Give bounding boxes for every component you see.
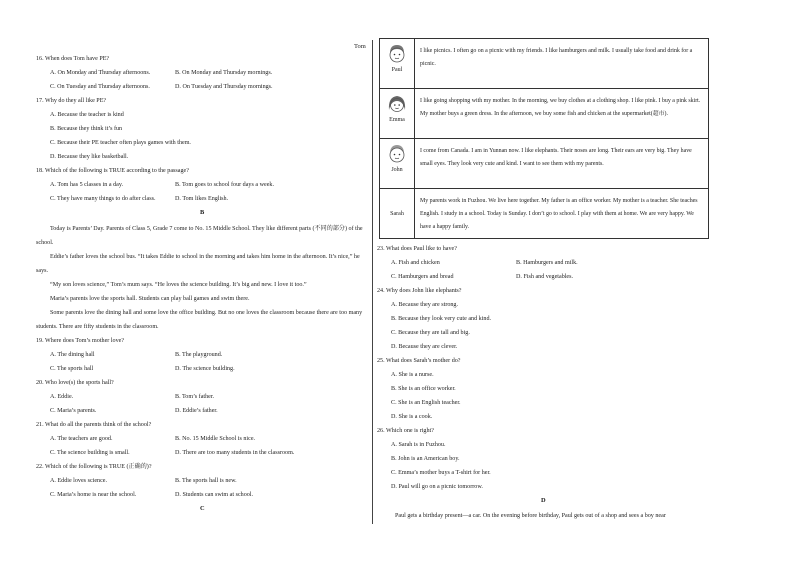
q23-stem: 23. What does Paul like to have? — [377, 246, 457, 252]
boy-avatar-icon — [386, 43, 408, 65]
q24-option-d: D. Because they are clever. — [391, 344, 458, 350]
q26-option-a: A. Sarah is in Fuzhou. — [391, 442, 446, 448]
q21-stem: 21. What do all the parents think of the school? — [36, 422, 152, 428]
q25-option-c: C. She is an English teacher. — [391, 400, 461, 406]
q18-stem: 18. Which of the following is TRUE according to the passage? — [36, 168, 189, 174]
q19-option-d: D. The science building. — [175, 366, 235, 372]
q16-option-c: C. On Tuesday and Thursday afternoons. — [50, 84, 150, 90]
person-name: Paul — [391, 67, 403, 73]
q19-stem: 19. Where does Tom’s mother love? — [36, 338, 125, 344]
q17-option-b: B. Because they think it’s fun — [50, 126, 123, 132]
q18-option-d: D. Tom likes English. — [175, 196, 229, 202]
person-text: I come from Canada. I am in Yunnan now. I like elephants. Their noses are long. Their ears are very big. They have small eyes. They look very cute and kind. I want to see them with my parents. — [415, 139, 709, 189]
person-text: I like going shopping with my mother. In the morning, we buy clothes at a clothing shop. I like pink. I buy a pink skirt. My mother buys a green dress. In the afternoon, we buy some fish and chicken at the supermarket(超市). — [415, 89, 709, 139]
q22-option-a: A. Eddie loves science. — [50, 478, 108, 484]
q17-option-d: D. Because they like basketball. — [50, 154, 129, 160]
person-row — [380, 189, 709, 239]
q24-option-b: B. Because they look very cute and kind. — [391, 316, 492, 322]
q21-option-d: D. There are too many students in the classroom. — [175, 450, 295, 456]
q23-option-c: C. Hamburgers and bread — [391, 274, 454, 280]
person-name: Emma — [389, 117, 405, 123]
q23-option-b: B. Hamburgers and milk. — [516, 260, 578, 266]
q16-option-d: D. On Tuesday and Thursday mornings. — [175, 84, 273, 90]
person-text: My parents work in Fuzhou. We live here together. My father is an office worker. My mother is a teacher. She teaches English. I study in a school. Today is Sunday. I don’t go to school. I play with them at home. We are very happy. We have a happy family. — [415, 189, 709, 239]
column-divider — [372, 40, 373, 524]
header-name: Tom — [354, 43, 366, 50]
section-d-heading: D — [541, 497, 546, 504]
q19-option-c: C. The sports hall — [50, 366, 94, 372]
q21-option-b: B. No. 15 Middle School is nice. — [175, 436, 256, 442]
person-name: John — [391, 167, 403, 173]
q26-option-b: B. John is an American boy. — [391, 456, 460, 462]
q26-option-d: D. Paul will go on a picnic tomorrow. — [391, 484, 483, 490]
passage-b-paragraph-4: Maria’s parents love the sports hall. Students can play ball games and swim there. — [50, 296, 250, 302]
q20-option-a: A. Eddie. — [50, 394, 74, 400]
person-row — [380, 39, 709, 89]
q21-option-a: A. The teachers are good. — [50, 436, 113, 442]
section-c-heading: C — [200, 505, 205, 512]
q22-option-d: D. Students can swim at school. — [175, 492, 254, 498]
q17-stem: 17. Why do they all like PE? — [36, 98, 107, 104]
girl-avatar-icon — [386, 93, 408, 115]
q25-option-b: B. She is an office worker. — [391, 386, 456, 392]
q20-option-c: C. Maria’s parents. — [50, 408, 97, 414]
q16-option-a: A. On Monday and Thursday afternoons. — [50, 70, 151, 76]
person-cell — [380, 39, 415, 89]
q26-option-c: C. Emma’s mother buys a T-shirt for her. — [391, 470, 491, 476]
q18-option-b: B. Tom goes to school four days a week. — [175, 182, 274, 188]
q20-option-d: D. Eddie’s father. — [175, 408, 218, 414]
q25-option-a: A. She is a nurse. — [391, 372, 434, 378]
person-cell — [380, 139, 415, 189]
q20-option-b: B. Tom’s father. — [175, 394, 215, 400]
people-table — [379, 38, 709, 239]
q24-option-c: C. Because they are tall and big. — [391, 330, 470, 336]
person-row — [380, 89, 709, 139]
person-text: I like picnics. I often go on a picnic with my friends. I like hamburgers and milk. I usually take food and drink for a picnic. — [415, 39, 709, 89]
q19-option-a: A. The dining hall — [50, 352, 95, 358]
q18-option-a: A. Tom has 5 classes in a day. — [50, 182, 124, 188]
person-cell — [380, 89, 415, 139]
passage-d-line: Paul gets a birthday present—a car. On the evening before birthday, Paul gets out of a shop and sees a boy near — [395, 513, 666, 519]
q16-stem: 16. When does Tom have PE? — [36, 56, 110, 62]
person-name: Sarah — [390, 211, 404, 217]
q20-stem: 20. Who love(s) the sports hall? — [36, 380, 114, 386]
q22-stem: 22. Which of the following is TRUE (正确的)? — [36, 464, 152, 470]
q17-option-a: A. Because the teacher is kind — [50, 112, 124, 118]
q17-option-c: C. Because their PE teacher often plays games with them. — [50, 140, 191, 146]
person-cell — [380, 189, 415, 239]
q23-option-d: D. Fish and vegetables. — [516, 274, 574, 280]
q21-option-c: C. The science building is small. — [50, 450, 130, 456]
q22-option-b: B. The sports hall is new. — [175, 478, 237, 484]
boy-avatar-icon — [386, 143, 408, 165]
q26-stem: 26. Which one is right? — [377, 428, 434, 434]
q22-option-c: C. Maria’s home is near the school. — [50, 492, 137, 498]
q24-option-a: A. Because they are strong. — [391, 302, 459, 308]
q23-option-a: A. Fish and chicken — [391, 260, 440, 266]
q19-option-b: B. The playground. — [175, 352, 223, 358]
q16-option-b: B. On Monday and Thursday mornings. — [175, 70, 273, 76]
passage-b-paragraph-1: Today is Parents’ Day. Parents of Class 5, Grade 7 come to No. 15 Middle School. They like different parts (不同的部分) of the school. — [36, 226, 363, 246]
q25-option-d: D. She is a cook. — [391, 414, 433, 420]
q24-stem: 24. Why does John like elephants? — [377, 288, 462, 294]
passage-b-paragraph-3: “My son loves science,” Tom’s mum says. “He loves the science building. It’s big and new. I love it too.” — [50, 282, 307, 288]
q18-option-c: C. They have many things to do after class. — [50, 196, 156, 202]
q25-stem: 25. What does Sarah’s mother do? — [377, 358, 461, 364]
section-b-heading: B — [200, 209, 205, 216]
passage-b-paragraph-5: Some parents love the dining hall and some love the office building. But no one loves the classroom because there are too many students. There are fifty students in the classroom. — [36, 310, 363, 330]
passage-b-paragraph-2: Eddie’s father loves the school bus. “It takes Eddie to school in the morning and takes him home in the afternoon. It’s nice,” he says. — [36, 254, 360, 274]
person-row — [380, 139, 709, 189]
